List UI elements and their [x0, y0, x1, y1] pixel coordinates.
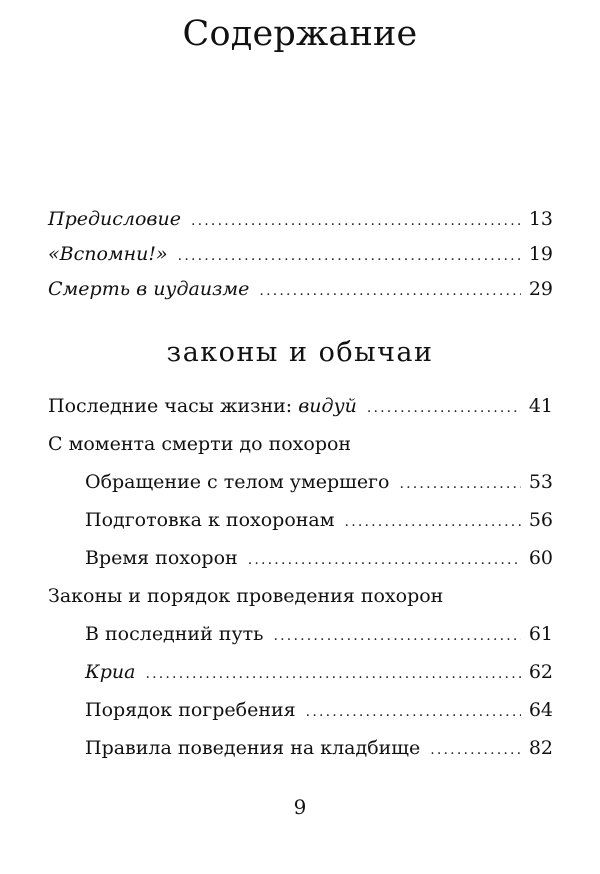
toc-entry-label: Обращение с телом умершего: [85, 471, 390, 493]
section-heading: законы и обычаи: [166, 337, 434, 368]
toc-entry-label: Законы и порядок проведения похорон: [48, 585, 444, 607]
dot-leader: [306, 704, 521, 720]
toc-entry-remember[interactable]: [48, 243, 553, 275]
dot-leader: [367, 400, 521, 416]
toc-entry-page: 53: [528, 471, 553, 493]
dot-leader: [248, 552, 521, 568]
toc-entry-label: «Вспомни!»: [48, 243, 168, 265]
toc-entry-label: Смерть в иудаизме: [48, 278, 250, 300]
toc-entry-last-journey[interactable]: [85, 623, 553, 655]
toc-entry-page: 60: [528, 547, 553, 569]
toc-entry-label: С момента смерти до похорон: [48, 433, 352, 455]
toc-entry-burial-order[interactable]: [85, 699, 553, 731]
toc-entry-page: 29: [528, 278, 553, 300]
dot-leader: [430, 742, 521, 758]
dot-leader: [259, 283, 520, 299]
toc-entry-label: [48, 395, 367, 417]
toc-entry-label: Правила поведения на кладбище: [85, 737, 421, 759]
toc-entry-label-italic: видуй: [298, 395, 357, 417]
page-title: Содержание: [182, 14, 418, 54]
toc-entry-label: Время похорон: [85, 547, 238, 569]
toc-entry-page: 62: [528, 661, 553, 683]
dot-leader: [274, 628, 521, 644]
toc-entry-last-hours[interactable]: [48, 395, 553, 427]
dot-leader: [145, 666, 520, 682]
toc-entry-label-main: Последние часы жизни:: [48, 395, 299, 417]
toc-entry-page: 41: [528, 395, 553, 417]
toc-group-death-to-funeral[interactable]: [48, 433, 553, 465]
dot-leader: [191, 213, 521, 229]
toc-entry-funeral-time[interactable]: [85, 547, 553, 579]
toc-entry-death-in-judaism[interactable]: [48, 278, 553, 310]
toc-entry-preface[interactable]: [48, 208, 553, 240]
toc-entry-cemetery-rules[interactable]: [85, 737, 553, 769]
toc-entry-label: Предисловие: [48, 208, 181, 230]
toc-entry-label: Подготовка к похоронам: [85, 509, 335, 531]
toc-entry-page: 82: [528, 737, 553, 759]
toc-entry-funeral-prep[interactable]: [85, 509, 553, 541]
page-number: 9: [293, 795, 307, 819]
toc-entry-page: 56: [528, 509, 553, 531]
toc-entry-page: 64: [528, 699, 553, 721]
toc-entry-page: 13: [528, 208, 553, 230]
dot-leader: [399, 476, 520, 492]
toc-entry-body-handling[interactable]: [85, 471, 553, 503]
toc-entry-label: Порядок погребения: [85, 699, 296, 721]
toc-entry-page: 61: [528, 623, 553, 645]
toc-entry-page: 19: [528, 243, 553, 265]
dot-leader: [178, 248, 521, 264]
dot-leader: [345, 514, 521, 530]
toc-entry-label: В последний путь: [85, 623, 264, 645]
toc-entry-kriah[interactable]: [85, 661, 553, 693]
toc-group-funeral-laws[interactable]: [48, 585, 553, 617]
toc-entry-label: Криа: [85, 661, 136, 683]
